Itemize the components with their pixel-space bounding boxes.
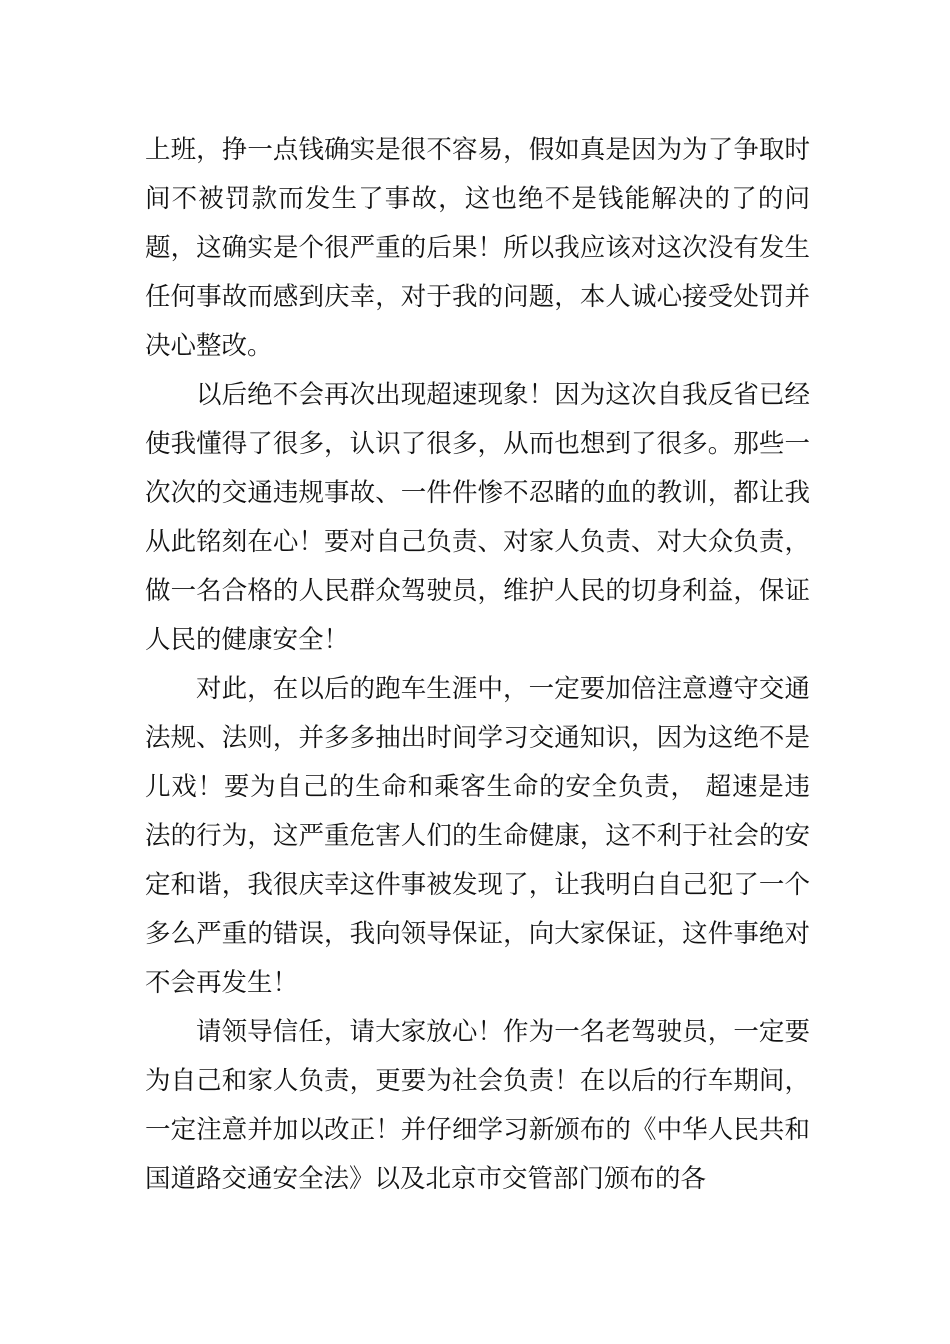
document-page xyxy=(145,126,810,1204)
paragraph-2: 以后绝不会再次出现超速现象！因为这次自我反省已经使我懂得了很多，认识了很多，从而也想到了很多。那些一次次的交通违规事故、一件件惨不忍睹的血的教训，都让我从此铭刻在心！要对自己负责、对家人负责、对大众负责，做一名合格的人民群众驾驶员，维护人民的切身利益，保证人民的健康安全！ xyxy=(145,380,810,655)
paragraph-3: 对此，在以后的跑车生涯中，一定要加倍注意遵守交通法规、法则，并多多抽出时间学习交通知识，因为这绝不是儿戏！要为自己的生命和乘客生命的安全负责， 超速是违法的行为，这严重危害人们的生命健康，这不利于社会的安定和谐，我很庆幸这件事被发现了，让我明白自己犯了一个多么严重的错误，我向领导保证，向大家保证，这件事绝对不会再发生！ xyxy=(145,674,810,998)
paragraph-4: 请领导信任，请大家放心！作为一名老驾驶员，一定要为自己和家人负责，更要为社会负责！在以后的行车期间，一定注意并加以改正！并仔细学习新颁布的《中华人民共和国道路交通安全法》以及北京市交管部门颁布的各 xyxy=(145,1017,810,1194)
paragraph-1: 上班，挣一点钱确实是很不容易，假如真是因为为了争取时间不被罚款而发生了事故，这也绝不是钱能解决的了的问题，这确实是个很严重的后果！所以我应该对这次没有发生任何事故而感到庆幸，对于我的问题，本人诚心接受处罚并决心整改。 xyxy=(145,135,810,361)
